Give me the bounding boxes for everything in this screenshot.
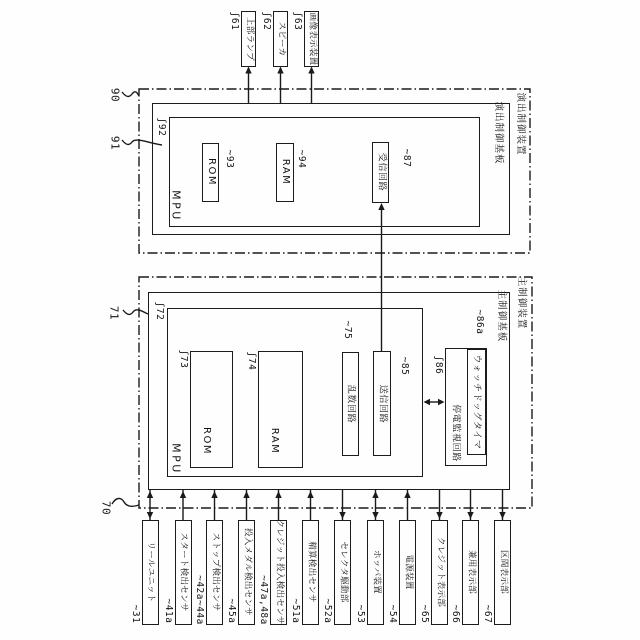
transmitter-label: 送信回路 <box>377 384 388 424</box>
peripheral-label: 区間表示部 <box>497 550 508 594</box>
peripheral-ref-num: ~66 <box>449 604 461 624</box>
arrowhead-into-peripheral <box>339 512 345 519</box>
sub-ram-label: RAM <box>280 158 291 186</box>
peripheral-label: 電源装置 <box>402 554 413 590</box>
main-mpu-label: MPU <box>169 443 183 475</box>
main-ram-box <box>258 351 303 468</box>
arrowhead-into-board <box>307 491 313 498</box>
peripheral-ref-num: ~47a,48a <box>257 575 269 625</box>
main-ram-label: RAM <box>269 427 280 455</box>
sub-board-label: 演出制御基板 <box>492 101 504 165</box>
arrowhead-into-peripheral <box>436 512 442 519</box>
arrowhead-into-board <box>372 491 378 498</box>
output-ref-num: ʃ61 <box>228 11 240 31</box>
output-ref-num: ʃ63 <box>291 11 303 31</box>
ref-num-92: ʃ92 <box>155 117 167 137</box>
peripheral-label: 投入メダル検出センサ <box>241 528 252 616</box>
sub-device-label: 演出制御装置 <box>514 92 526 156</box>
main-device-label: 主制御装置 <box>515 276 527 330</box>
arrowhead-into-peripheral <box>499 512 505 519</box>
receiver-label: 受信回路 <box>376 152 387 192</box>
main-rom-label: ROM <box>201 427 212 455</box>
peripheral-ref-num: ~45a <box>225 598 237 624</box>
power-monitor-label: 停電監視回路 <box>450 404 461 462</box>
arrowhead-into-peripheral <box>147 512 153 519</box>
arrowhead-into-board <box>147 491 153 498</box>
ref-num-91: 91 <box>108 135 122 151</box>
ref-num-86: ʃ86 <box>432 355 444 375</box>
peripheral-ref-num: ~53 <box>354 604 366 624</box>
arrowhead-into-board <box>180 491 186 498</box>
peripheral-label: 精算検出センサ <box>305 541 316 603</box>
output-device-label: 上部ランプ <box>243 17 254 61</box>
peripheral-ref-num: ~41a <box>162 598 174 624</box>
ref-num-90: 90 <box>108 87 122 103</box>
ref-num-93: ~93 <box>223 149 235 169</box>
arrowhead-into-board <box>404 491 410 498</box>
main-board-label: 主制御基板 <box>495 289 507 343</box>
peripheral-label: 兼用表示部 <box>465 550 476 594</box>
peripheral-ref-num: ~42a~44a <box>193 575 205 625</box>
peripheral-ref-num: ~54 <box>386 604 398 624</box>
ref-num-86a: ~86a <box>473 309 485 335</box>
leader-90 <box>122 92 139 97</box>
arrowhead-into-peripheral <box>372 512 378 519</box>
peripheral-label: スタート検出センサ <box>178 532 189 612</box>
ref-num-70: 70 <box>99 500 113 516</box>
peripheral-label: ホッパ装置 <box>370 550 381 594</box>
ref-num-85: ~85 <box>398 356 410 376</box>
sub-rom-label: ROM <box>206 158 217 186</box>
ref-num-71: 71 <box>107 305 121 321</box>
peripheral-label: クレジット表示部 <box>434 536 445 608</box>
peripheral-ref-num: ~51a <box>289 598 301 624</box>
ref-num-73: ʃ73 <box>177 349 189 369</box>
ref-num-72: ʃ72 <box>153 301 165 321</box>
peripheral-ref-num: ~65 <box>418 604 430 624</box>
arrowhead-into-board <box>243 491 249 498</box>
peripheral-ref-num: ~31 <box>129 604 141 624</box>
sub-mpu-label: MPU <box>169 190 183 222</box>
peripheral-ref-num: ~52a <box>321 598 333 624</box>
arrowhead-into-output <box>277 67 283 74</box>
peripheral-ref-num: ~67 <box>481 604 493 624</box>
watchdog-label: ウォッチドッグタイマ <box>471 354 482 450</box>
leader-71 <box>123 310 148 315</box>
output-device-label: スピーカ <box>275 21 286 57</box>
arrowhead-into-peripheral <box>467 512 473 519</box>
arrowhead-into-board <box>211 491 217 498</box>
ref-num-94: ~94 <box>295 149 307 169</box>
random-circuit-label: 乱数回路 <box>345 384 356 424</box>
peripheral-label: リールユニット <box>145 541 156 603</box>
peripheral-label: セレクタ駆動部 <box>337 541 348 603</box>
output-device-label: 画像表示装置 <box>306 12 317 66</box>
leader-70 <box>112 498 139 506</box>
ref-num-87: ~87 <box>400 148 412 168</box>
peripheral-label: クレジット投入検出センサ <box>273 519 284 625</box>
arrowhead-into-output <box>245 67 251 74</box>
ref-num-75: ~75 <box>341 320 353 340</box>
arrowhead-into-board <box>275 491 281 498</box>
peripheral-label: ストップ検出センサ <box>209 532 220 612</box>
arrowhead-into-output <box>308 67 314 74</box>
ref-num-74: ʃ74 <box>245 351 257 371</box>
output-ref-num: ʃ62 <box>260 11 272 31</box>
